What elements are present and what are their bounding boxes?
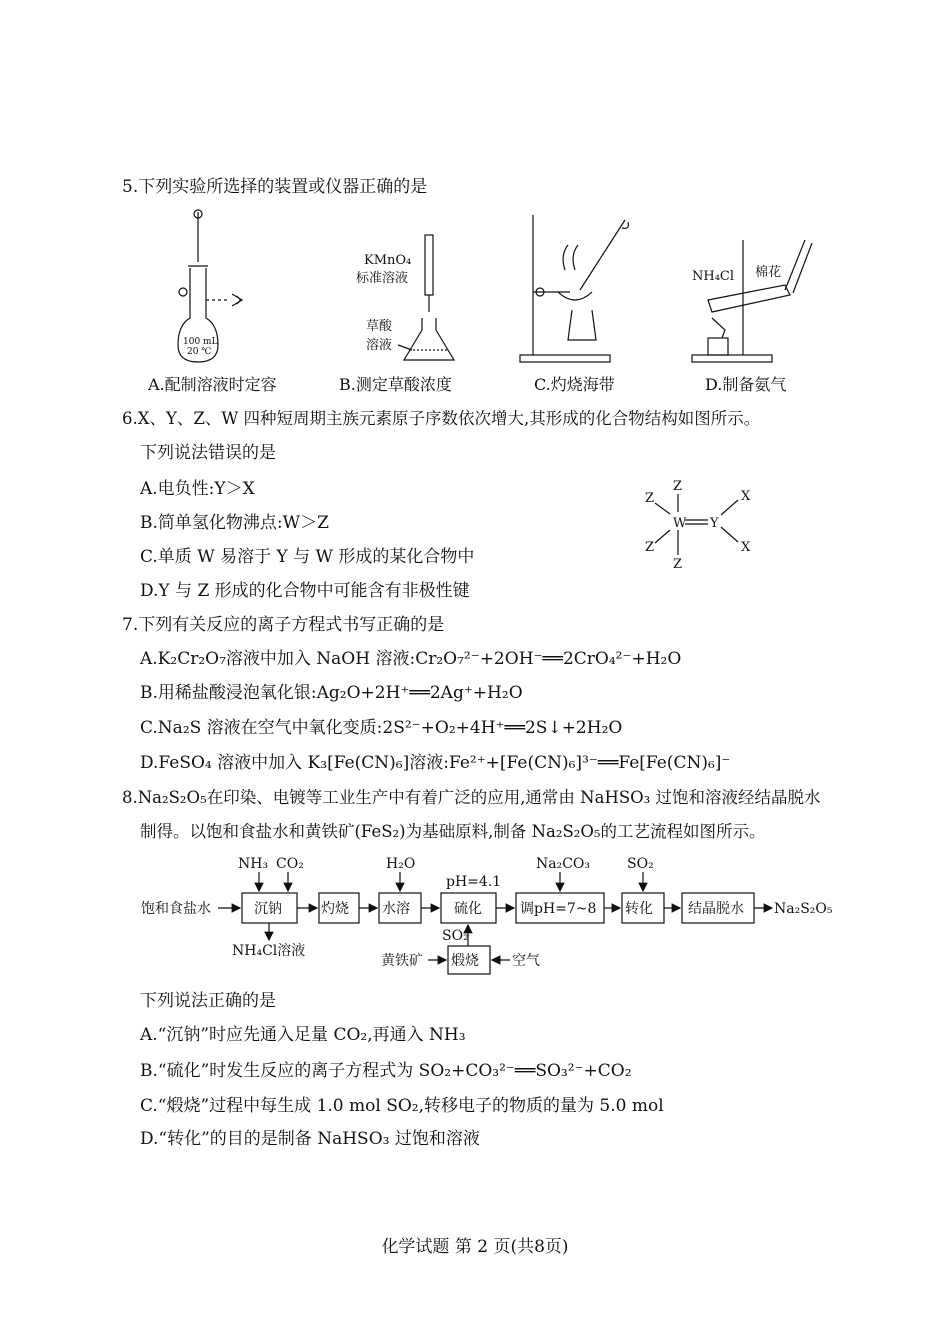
q6-option-c: C.单质 W 易溶于 Y 与 W 形成的某化合物中 <box>140 547 475 567</box>
q7-option-c: C.Na₂S 溶液在空气中氧化变质:2S²⁻+O₂+4H⁺══2S↓+2H₂O <box>140 718 623 738</box>
cotton-label: 棉花 <box>755 265 782 280</box>
atom-z-bottomleft: Z <box>645 540 655 555</box>
flow-pyrite: 黄铁矿 <box>381 953 423 969</box>
flow-end: Na₂S₂O₅ <box>774 901 833 917</box>
q7-option-d: D.FeSO₄ 溶液中加入 K₃[Fe(CN)₆]溶液:Fe²⁺+[Fe(CN)₆]³⁻══Fe[Fe(CN)₆]⁻ <box>140 753 731 773</box>
kmno4-label: KMnO₄ <box>364 253 412 268</box>
flow-h2o: H₂O <box>386 856 416 872</box>
q8-stem-2: 制得。以饱和食盐水和黄铁矿(FeS₂)为基础原料,制备 Na₂S₂O₅的工艺流程如图所示。 <box>140 822 766 841</box>
flow-step-convert: 转化 <box>625 901 653 917</box>
page-footer: 化学试题 第 2 页(共8页) <box>381 1237 569 1257</box>
q7-option-a: A.K₂Cr₂O₇溶液中加入 NaOH 溶液:Cr₂O₇²⁻+2OH⁻══2CrO₄²⁻+H₂O <box>140 649 682 669</box>
q8-option-c: C.“煅烧”过程中每生成 1.0 mol SO₂,转移电子的物质的量为 5.0 mol <box>140 1096 664 1116</box>
atom-w: W <box>673 516 687 531</box>
q6-option-d: D.Y 与 Z 形成的化合物中可能含有非极性键 <box>140 581 470 601</box>
q8-option-d: D.“转化”的目的是制备 NaHSO₃ 过饱和溶液 <box>140 1129 480 1149</box>
flask-mark-temp: 20 ℃ <box>187 347 212 357</box>
q8-option-b: B.“硫化”时发生反应的离子方程式为 SO₂+CO₃²⁻══SO₃²⁻+CO₂ <box>140 1061 632 1081</box>
flow-step-ph: 调pH=7~8 <box>520 901 597 917</box>
atom-z-topleft: Z <box>645 491 655 506</box>
oxalic-label-2: 溶液 <box>366 338 393 353</box>
flow-co2: CO₂ <box>276 856 304 872</box>
q5-stem: 5.下列实验所选择的装置或仪器正确的是 <box>122 177 428 197</box>
flow-ph-value: pH=4.1 <box>446 874 502 890</box>
standard-solution-label: 标准溶液 <box>356 271 409 286</box>
q5-option-b: B.测定草酸浓度 <box>339 375 452 394</box>
flow-step-burn: 灼烧 <box>321 901 349 917</box>
flow-step-sulfurize: 硫化 <box>454 901 482 917</box>
atom-x-top: X <box>741 489 751 504</box>
atom-y: Y <box>710 516 719 531</box>
flow-start: 饱和食盐水 <box>141 901 211 917</box>
atom-z-top: Z <box>673 479 683 494</box>
flow-step-sodium: 沉钠 <box>254 901 282 917</box>
q7-option-b: B.用稀盐酸浸泡氧化银:Ag₂O+2H⁺══2Ag⁺+H₂O <box>140 683 523 703</box>
q6-option-b: B.简单氢化物沸点:W＞Z <box>140 513 329 533</box>
q5-option-d: D.制备氨气 <box>705 375 787 394</box>
flow-so2-top: SO₂ <box>627 856 654 872</box>
flow-so2-bottom: SO₂ <box>442 928 469 944</box>
q6-option-a: A.电负性:Y＞X <box>140 479 255 499</box>
nh4cl-label: NH₄Cl <box>692 269 735 284</box>
atom-z-bottom: Z <box>673 557 683 572</box>
oxalic-label-1: 草酸 <box>366 319 393 334</box>
flow-step-dissolve: 水溶 <box>382 901 410 917</box>
q8-stem-1: 8.Na₂S₂O₅在印染、电镀等工业生产中有着广泛的应用,通常由 NaHSO₃ 过饱和溶液经结晶脱水 <box>122 788 821 807</box>
q8-option-a: A.“沉钠”时应先通入足量 CO₂,再通入 NH₃ <box>140 1025 466 1045</box>
flask-mark-volume: 100 mL <box>183 337 218 347</box>
flow-step-crystallize: 结晶脱水 <box>688 901 744 917</box>
q5-option-c: C.灼烧海带 <box>534 375 615 394</box>
flow-nh4cl: NH₄Cl溶液 <box>232 943 306 959</box>
atom-x-bottom: X <box>741 540 751 555</box>
q8-sub: 下列说法正确的是 <box>140 991 276 1011</box>
flow-calcine: 煅烧 <box>451 953 479 969</box>
q6-sub: 下列说法错误的是 <box>140 443 276 463</box>
q7-stem: 7.下列有关反应的离子方程式书写正确的是 <box>122 615 445 635</box>
flow-na2co3: Na₂CO₃ <box>536 856 591 872</box>
flow-nh3: NH₃ <box>238 856 269 872</box>
flow-air: 空气 <box>512 953 540 969</box>
q6-stem: 6.X、Y、Z、W 四种短周期主族元素原子序数依次增大,其形成的化合物结构如图所示。 <box>122 409 761 428</box>
q5-option-a: A.配制溶液时定容 <box>148 375 277 394</box>
